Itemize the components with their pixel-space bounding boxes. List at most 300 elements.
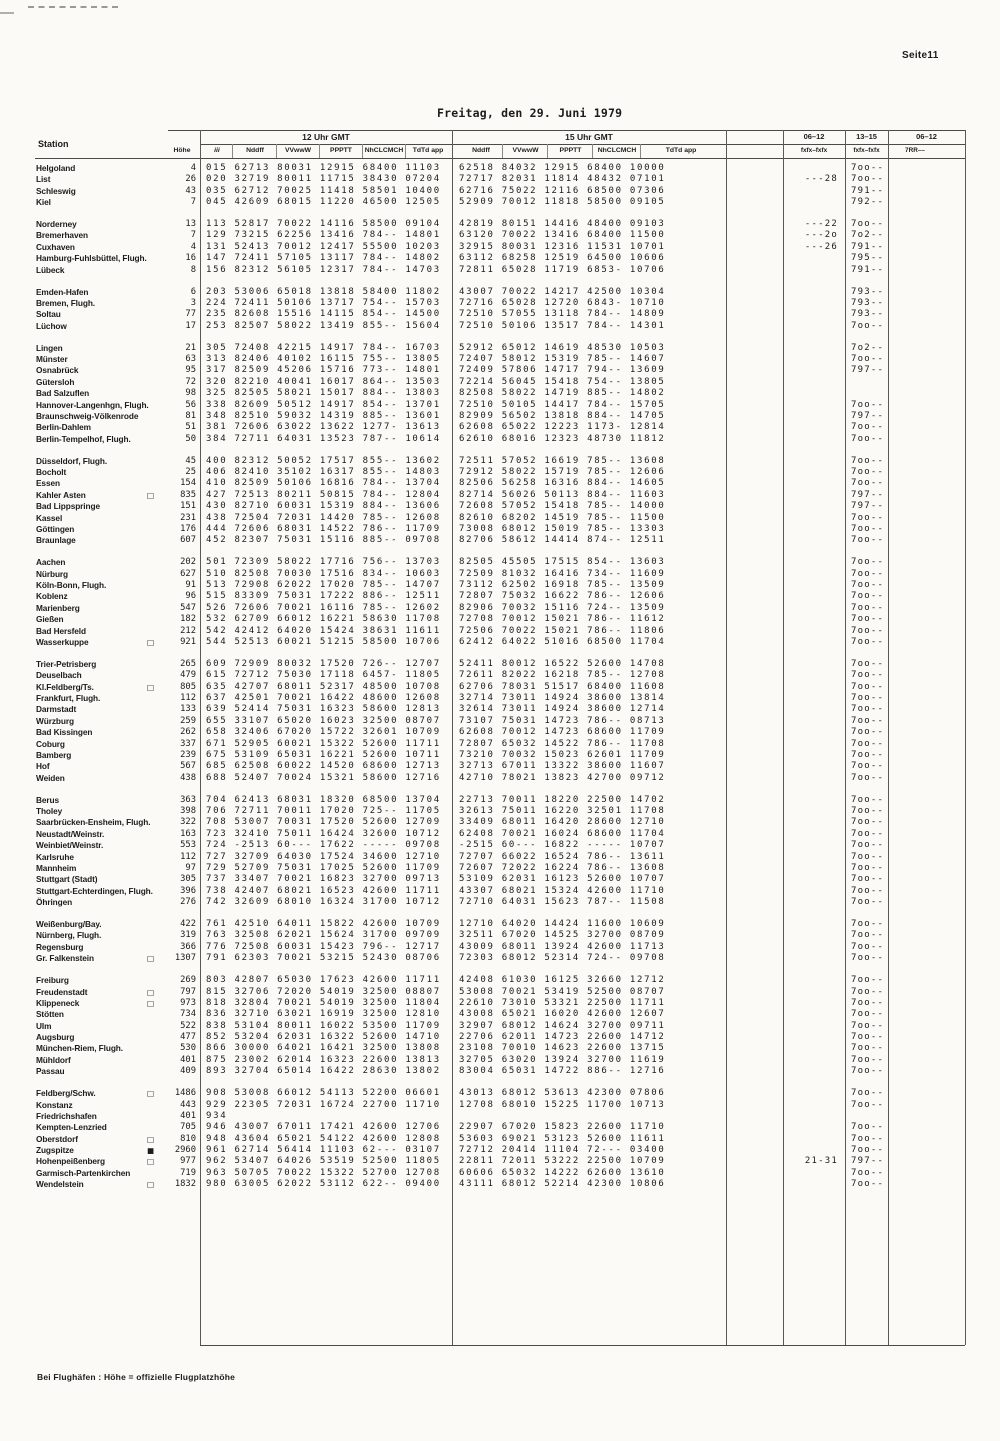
hoehe-value: 151 <box>180 501 196 512</box>
obs-12gmt: 946 43007 67011 17421 42600 12706 <box>206 1122 441 1133</box>
station-name: Weinbiet/Weinstr. <box>36 840 104 851</box>
obs-12gmt: 410 82509 50106 16816 784-- 13704 <box>206 478 441 489</box>
hoehe-value: 112 <box>180 693 196 704</box>
precip-value: 7oo-- <box>851 941 885 952</box>
precip-value: 7oo-- <box>851 761 885 772</box>
precip-value: 7oo-- <box>851 478 885 489</box>
hoehe-value: 2960 <box>174 1145 196 1156</box>
precip-value: 7oo-- <box>851 851 885 862</box>
subcol-header-tdtd-15: TdTd app <box>665 146 697 154</box>
col-header-0612-a: 06–12 <box>803 132 825 141</box>
obs-12gmt: 501 72309 58022 17716 756-- 13703 <box>206 557 441 568</box>
obs-15gmt: 82610 68202 14519 785-- 11500 <box>459 512 666 523</box>
obs-12gmt: 708 53007 70031 17520 52600 12709 <box>206 817 441 828</box>
precip-value: 7oo-- <box>851 975 885 986</box>
precip-value: 7oo-- <box>851 399 885 410</box>
obs-15gmt: 22610 73010 53321 22500 11711 <box>459 997 666 1008</box>
obs-12gmt: 818 32804 70021 54019 32500 11804 <box>206 997 441 1008</box>
precip-value: 7oo-- <box>851 986 885 997</box>
obs-12gmt: 317 82509 45206 15716 773-- 14801 <box>206 365 441 376</box>
precip-value: 792-- <box>851 197 885 208</box>
table-row <box>0 1100 1000 1111</box>
obs-15gmt: 53603 69021 53123 52600 11611 <box>459 1133 666 1144</box>
obs-12gmt: 908 53008 66012 54113 52200 06601 <box>206 1088 441 1099</box>
obs-12gmt: 635 42707 68011 52317 48500 10708 <box>206 681 441 692</box>
precip-value: 7oo-- <box>851 772 885 783</box>
obs-15gmt: 43013 68012 53613 42300 07806 <box>459 1088 666 1099</box>
table-row <box>0 682 1000 693</box>
table-row <box>0 817 1000 828</box>
station-name: Marienberg <box>36 602 80 613</box>
obs-15gmt: 23108 70010 14623 22600 13715 <box>459 1043 666 1054</box>
precip-value: 7o2-- <box>851 342 885 353</box>
col-header-iii: iii <box>214 146 220 154</box>
station-name: Mühldorf <box>36 1054 71 1065</box>
table-row <box>0 614 1000 625</box>
obs-15gmt: 62412 64022 51016 68500 11704 <box>459 636 666 647</box>
precip-value: 7oo-- <box>851 1099 885 1110</box>
precip-value: 7oo-- <box>851 1032 885 1043</box>
table-row <box>0 253 1000 264</box>
precip-value: 7oo-- <box>851 433 885 444</box>
station-group <box>0 163 1000 209</box>
station-name: Norderney <box>36 219 77 230</box>
hoehe-value: 81 <box>185 410 196 421</box>
station-name: Konstanz <box>36 1099 73 1110</box>
obs-15gmt: -2515 60--- 16822 ----- 10707 <box>459 840 666 851</box>
table-row <box>0 761 1000 772</box>
station-name: Kiel <box>36 197 51 208</box>
obs-12gmt: 615 72712 75030 17118 6457- 11805 <box>206 670 441 681</box>
obs-12gmt: 444 72606 68031 14522 786-- 11709 <box>206 523 441 534</box>
precip-value: 7oo-- <box>851 885 885 896</box>
station-group <box>0 287 1000 333</box>
hoehe-value: 21 <box>185 342 196 353</box>
station-marker-icon: □ <box>147 1089 155 1099</box>
station-name: Würzburg <box>36 715 74 726</box>
obs-12gmt: 526 72606 70021 16116 785-- 12602 <box>206 602 441 613</box>
precip-value: 7oo-- <box>851 163 885 173</box>
obs-12gmt: 384 72711 64031 13523 787-- 10614 <box>206 433 441 444</box>
station-name: Bocholt <box>36 466 67 477</box>
table-row <box>0 886 1000 897</box>
obs-15gmt: 43007 70022 14217 42500 10304 <box>459 286 666 297</box>
obs-15gmt: 22811 72011 53222 22500 10709 <box>459 1156 666 1167</box>
hoehe-value: 269 <box>180 975 196 986</box>
table-row <box>0 513 1000 524</box>
station-group <box>0 975 1000 1078</box>
hoehe-value: 63 <box>185 353 196 364</box>
obs-12gmt: 305 72408 42215 14917 784-- 16703 <box>206 342 441 353</box>
obs-15gmt: 52909 70012 11818 58500 09105 <box>459 197 666 208</box>
hoehe-value: 401 <box>180 1110 196 1121</box>
obs-12gmt: 510 82508 70030 17516 834-- 10603 <box>206 568 441 579</box>
subcol-header-fxfx-a: fxfx–fxfx <box>800 146 828 154</box>
precip-value: 7oo-- <box>851 749 885 760</box>
table-row <box>0 377 1000 388</box>
page-title: Freitag, den 29. Juni 1979 <box>437 106 623 120</box>
station-name: Hamburg-Fuhlsbüttel, Flugh. <box>36 253 147 264</box>
precip-value: 7oo-- <box>851 636 885 647</box>
obs-12gmt: 866 30000 64021 16421 32500 13808 <box>206 1043 441 1054</box>
hoehe-value: 4 <box>190 163 196 173</box>
obs-12gmt: 381 72606 63022 13622 1277- 13613 <box>206 422 441 433</box>
obs-12gmt: 893 32704 65014 16422 28630 13802 <box>206 1066 441 1077</box>
hoehe-value: 262 <box>180 727 196 738</box>
hoehe-value: 1307 <box>174 953 196 964</box>
hoehe-value: 438 <box>180 772 196 783</box>
obs-15gmt: 72510 50105 14417 784-- 15705 <box>459 399 666 410</box>
obs-15gmt: 82906 70032 15116 724-- 13509 <box>459 602 666 613</box>
hoehe-value: 422 <box>180 919 196 930</box>
obs-15gmt: 12708 68010 15225 11700 10713 <box>459 1099 666 1110</box>
station-name: Münster <box>36 353 68 364</box>
station-name: Karlsruhe <box>36 851 74 862</box>
hoehe-value: 8 <box>190 264 196 275</box>
station-name: Darmstadt <box>36 704 77 715</box>
table-row <box>0 942 1000 953</box>
table-rule-horizontal <box>35 158 965 159</box>
hoehe-value: 112 <box>180 851 196 862</box>
obs-12gmt: 320 82210 40041 16017 864-- 13503 <box>206 376 441 387</box>
hoehe-value: 337 <box>180 738 196 749</box>
station-name: Feldberg/Schw. <box>36 1088 96 1099</box>
station-name: Öhringen <box>36 897 73 908</box>
hoehe-value: 1486 <box>174 1088 196 1099</box>
obs-12gmt: 655 33107 65020 16023 32500 08707 <box>206 715 441 726</box>
station-name: Soltau <box>36 309 61 320</box>
precip-value: 7oo-- <box>851 1088 885 1099</box>
table-rule-horizontal <box>200 144 965 145</box>
station-name: Lingen <box>36 342 63 353</box>
hoehe-value: 91 <box>185 580 196 590</box>
obs-15gmt: 72807 65032 14522 786-- 11708 <box>459 738 666 749</box>
precip-value: 791-- <box>851 185 885 196</box>
obs-15gmt: 72716 65028 12720 6843- 10710 <box>459 297 666 308</box>
table-row <box>0 919 1000 930</box>
obs-15gmt: 73210 70032 15023 62601 11709 <box>459 749 666 760</box>
wind-extreme-value: ---2o <box>804 230 838 241</box>
station-name: Freiburg <box>36 975 69 986</box>
precip-value: 7o2-- <box>851 230 885 241</box>
obs-12gmt: 532 62709 66012 16221 58630 11708 <box>206 614 441 625</box>
obs-12gmt: 515 83309 75031 17222 886-- 12511 <box>206 591 441 602</box>
table-row <box>0 773 1000 784</box>
obs-12gmt: 637 42501 70021 16422 48600 12608 <box>206 693 441 704</box>
precip-value: 793-- <box>851 286 885 297</box>
table-row <box>0 219 1000 230</box>
hoehe-value: 25 <box>185 466 196 477</box>
obs-15gmt: 72303 68012 52314 724-- 09708 <box>459 953 666 964</box>
table-row <box>0 1066 1000 1077</box>
precip-value: 7oo-- <box>851 1043 885 1054</box>
station-name: Osnabrück <box>36 365 79 376</box>
table-body <box>0 163 1000 1201</box>
hoehe-value: 43 <box>185 185 196 196</box>
precip-value: 797-- <box>851 410 885 421</box>
obs-15gmt: 32614 73011 14924 38600 12714 <box>459 704 666 715</box>
precip-value: 7oo-- <box>851 828 885 839</box>
obs-15gmt: 73107 75031 14723 786-- 08713 <box>459 715 666 726</box>
table-row <box>0 535 1000 546</box>
station-name: Lüchow <box>36 320 67 331</box>
table-row <box>0 953 1000 964</box>
obs-12gmt: 852 53204 62031 16322 52600 14710 <box>206 1032 441 1043</box>
hoehe-value: 154 <box>180 478 196 489</box>
col-header-0612-b: 06–12 <box>916 132 937 141</box>
precip-value: 7oo-- <box>851 512 885 523</box>
hoehe-value: 133 <box>180 704 196 715</box>
obs-15gmt: 72710 64031 15623 787-- 11508 <box>459 897 666 908</box>
station-name: Kassel <box>36 512 63 523</box>
obs-15gmt: 72214 56045 15418 754-- 13805 <box>459 376 666 387</box>
precip-value: 7oo-- <box>851 930 885 941</box>
hoehe-value: 56 <box>185 399 196 410</box>
col-header-12gmt: 12 Uhr GMT <box>302 132 350 142</box>
table-row <box>0 388 1000 399</box>
precip-value: 7oo-- <box>851 1133 885 1144</box>
hoehe-value: 231 <box>180 512 196 523</box>
obs-12gmt: 742 32609 68010 16324 31700 10712 <box>206 897 441 908</box>
obs-15gmt: 72510 50106 13517 784-- 14301 <box>459 320 666 331</box>
table-row <box>0 422 1000 433</box>
hoehe-value: 45 <box>185 455 196 466</box>
table-row <box>0 1134 1000 1145</box>
station-name: Tholey <box>36 806 63 817</box>
table-row <box>0 739 1000 750</box>
station-name: Hof <box>36 761 50 772</box>
precip-value: 7oo-- <box>851 794 885 805</box>
subcol-header-ppptt-15: PPPTT <box>559 146 582 154</box>
station-name: Friedrichshafen <box>36 1110 97 1121</box>
hoehe-value: 202 <box>180 557 196 568</box>
obs-15gmt: 32705 63020 13924 32700 11619 <box>459 1054 666 1065</box>
hoehe-value: 479 <box>180 670 196 681</box>
obs-15gmt: 72509 81032 16416 734-- 11609 <box>459 568 666 579</box>
obs-15gmt: 72807 75032 16622 786-- 12606 <box>459 591 666 602</box>
station-name: Bad Salzuflen <box>36 388 90 399</box>
station-name: Bad Lippspringe <box>36 501 100 512</box>
obs-12gmt: 113 52817 70022 14116 58500 09104 <box>206 219 441 230</box>
station-marker-icon: □ <box>147 1157 155 1167</box>
table-row <box>0 795 1000 806</box>
station-name: Saarbrücken-Ensheim, Flugh. <box>36 817 151 828</box>
precip-value: 7oo-- <box>851 874 885 885</box>
table-row <box>0 693 1000 704</box>
hoehe-value: 396 <box>180 885 196 896</box>
hoehe-value: 176 <box>180 523 196 534</box>
precip-value: 795-- <box>851 253 885 264</box>
obs-15gmt: 72511 57052 16619 785-- 13608 <box>459 455 666 466</box>
obs-12gmt: 791 62303 70021 53215 52430 08706 <box>206 953 441 964</box>
obs-15gmt: 52912 65012 14619 48530 10503 <box>459 342 666 353</box>
table-row <box>0 321 1000 332</box>
subcol-header-fxfx-b: fxfx–fxfx <box>853 146 880 154</box>
obs-12gmt: 348 82510 59032 14319 885-- 13601 <box>206 410 441 421</box>
obs-15gmt: 22713 70011 18220 22500 14702 <box>459 794 666 805</box>
col-header-15gmt: 15 Uhr GMT <box>565 132 613 142</box>
hoehe-value: 163 <box>180 828 196 839</box>
obs-12gmt: 224 72411 50106 13717 754-- 15703 <box>206 297 441 308</box>
station-name: Coburg <box>36 738 65 749</box>
station-marker-icon: □ <box>147 987 155 997</box>
table-row <box>0 242 1000 253</box>
precip-value: 7oo-- <box>851 614 885 625</box>
hoehe-value: 97 <box>185 862 196 873</box>
station-name: Lübeck <box>36 264 65 275</box>
table-row <box>0 863 1000 874</box>
station-name: Düsseldorf, Flugh. <box>36 455 108 466</box>
station-marker-icon: □ <box>147 954 155 964</box>
table-row <box>0 727 1000 738</box>
station-name: Hannover-Langenhgn, Flugh. <box>36 399 149 410</box>
hoehe-value: 7 <box>190 197 196 208</box>
hoehe-value: 363 <box>180 794 196 805</box>
station-name: Bad Kissingen <box>36 727 93 738</box>
precip-value: 793-- <box>851 309 885 320</box>
station-name: Aachen <box>36 557 66 568</box>
obs-15gmt: 43111 68012 52214 42300 10806 <box>459 1179 666 1190</box>
station-name: Berlin-Dahlem <box>36 422 91 433</box>
table-row <box>0 659 1000 670</box>
precip-value: 7oo-- <box>851 523 885 534</box>
obs-12gmt: 704 62413 68031 18320 68500 13704 <box>206 794 441 805</box>
obs-12gmt: 934 <box>206 1110 228 1121</box>
subcol-header-clouds-12: NhCLCMCH <box>364 146 404 154</box>
table-row <box>0 163 1000 174</box>
station-group <box>0 795 1000 909</box>
obs-15gmt: 82714 56026 50113 884-- 11603 <box>459 489 666 500</box>
table-row <box>0 716 1000 727</box>
table-row <box>0 580 1000 591</box>
obs-15gmt: 82508 58022 14719 885-- 14802 <box>459 388 666 399</box>
obs-12gmt: 400 82312 50052 17517 855-- 13602 <box>206 455 441 466</box>
obs-12gmt: 045 42609 68015 11220 46500 12505 <box>206 197 441 208</box>
precip-value: 7oo-- <box>851 997 885 1008</box>
obs-15gmt: 32907 68012 14624 32700 09711 <box>459 1020 666 1031</box>
obs-12gmt: 685 62508 60022 14520 68600 12713 <box>206 761 441 772</box>
obs-15gmt: 83004 65031 14722 886-- 12716 <box>459 1066 666 1077</box>
obs-15gmt: 82909 56502 13818 884-- 14705 <box>459 410 666 421</box>
station-group <box>0 919 1000 965</box>
table-row <box>0 1111 1000 1122</box>
table-row <box>0 626 1000 637</box>
obs-12gmt: 838 53104 80011 16022 53500 11709 <box>206 1020 441 1031</box>
station-marker-icon: □ <box>147 1134 155 1144</box>
hoehe-value: 553 <box>180 840 196 851</box>
station-group <box>0 343 1000 446</box>
hoehe-value: 212 <box>180 625 196 636</box>
table-row <box>0 1168 1000 1179</box>
obs-12gmt: 815 32706 72020 54019 32500 08807 <box>206 986 441 997</box>
subcol-header-vvwww-12: VVwwW <box>284 146 312 154</box>
precip-value: 7oo-- <box>851 919 885 930</box>
hoehe-value: 627 <box>180 568 196 579</box>
table-row <box>0 1088 1000 1099</box>
obs-15gmt: 72717 82031 11814 48432 07101 <box>459 174 666 185</box>
station-name: Hohenpeißenberg <box>36 1156 106 1167</box>
obs-12gmt: 235 82608 15516 14115 854-- 14500 <box>206 309 441 320</box>
table-row <box>0 975 1000 986</box>
obs-15gmt: 43009 68011 13924 42600 11713 <box>459 941 666 952</box>
table-row <box>0 591 1000 602</box>
obs-12gmt: 542 42412 64020 15424 38631 11611 <box>206 625 441 636</box>
hoehe-value: 98 <box>185 388 196 399</box>
table-row <box>0 874 1000 885</box>
hoehe-value: 51 <box>185 422 196 433</box>
obs-12gmt: 948 43604 65021 54122 42600 12808 <box>206 1133 441 1144</box>
obs-12gmt: 803 42807 65030 17623 42600 11711 <box>206 975 441 986</box>
precip-value: 7oo-- <box>851 670 885 681</box>
hoehe-value: 366 <box>180 941 196 952</box>
station-group <box>0 659 1000 784</box>
table-row <box>0 603 1000 614</box>
obs-12gmt: 729 52709 75031 17025 52600 11709 <box>206 862 441 873</box>
table-row <box>0 1145 1000 1156</box>
hoehe-value: 305 <box>180 874 196 885</box>
obs-12gmt: 723 32410 75011 16424 32600 10712 <box>206 828 441 839</box>
table-rule-vertical <box>592 144 593 158</box>
obs-15gmt: 63120 70022 13416 68400 11500 <box>459 230 666 241</box>
table-row <box>0 230 1000 241</box>
station-name: Kahler Asten <box>36 489 86 500</box>
precip-value: 793-- <box>851 297 885 308</box>
table-row <box>0 1055 1000 1066</box>
station-name: Bremen, Flugh. <box>36 297 95 308</box>
hoehe-value: 3 <box>190 297 196 308</box>
table-row <box>0 1156 1000 1167</box>
subcol-header-nddff-12: Nddff <box>246 146 264 154</box>
station-name: Nürburg <box>36 568 69 579</box>
scan-artifact-dash <box>28 6 118 8</box>
hoehe-value: 265 <box>180 658 196 669</box>
station-name: Kempten-Lenzried <box>36 1122 107 1133</box>
hoehe-value: 734 <box>180 1009 196 1020</box>
subcol-header-ppptt-12: PPPTT <box>330 146 352 154</box>
table-row <box>0 1009 1000 1020</box>
table-row <box>0 309 1000 320</box>
obs-12gmt: 776 72508 60031 15423 796-- 12717 <box>206 941 441 952</box>
obs-12gmt: 980 63005 62022 53112 622-- 09400 <box>206 1179 441 1190</box>
table-row <box>0 897 1000 908</box>
hoehe-value: 6 <box>190 286 196 297</box>
hoehe-value: 443 <box>180 1099 196 1110</box>
obs-12gmt: 129 73215 62256 13416 784-- 14801 <box>206 230 441 241</box>
obs-15gmt: 63112 68258 12519 64500 10606 <box>459 253 666 264</box>
precip-value: 7oo-- <box>851 1122 885 1133</box>
obs-15gmt: 32511 67020 14525 32700 08709 <box>459 930 666 941</box>
obs-12gmt: 875 23002 62014 16323 22600 13813 <box>206 1054 441 1065</box>
col-header-hoehe: Höhe <box>173 146 191 154</box>
obs-15gmt: 72506 70022 15021 786-- 11806 <box>459 625 666 636</box>
table-row <box>0 298 1000 309</box>
precip-value: 7oo-- <box>851 1020 885 1031</box>
subcol-header-clouds-15: NhCLCMCH <box>597 146 637 154</box>
precip-value: 7oo-- <box>851 738 885 749</box>
hoehe-value: 921 <box>180 636 196 647</box>
station-name: Helgoland <box>36 163 76 173</box>
hoehe-value: 50 <box>185 433 196 444</box>
table-row <box>0 265 1000 276</box>
obs-12gmt: 325 82505 58021 15017 884-- 13803 <box>206 388 441 399</box>
hoehe-value: 530 <box>180 1043 196 1054</box>
station-name: Freudenstadt <box>36 986 88 997</box>
station-name: List <box>36 174 51 185</box>
obs-12gmt: 724 -2513 60--- 17622 ----- 09708 <box>206 840 441 851</box>
station-name: Göttingen <box>36 523 75 534</box>
obs-15gmt: 22907 67020 15823 22600 11710 <box>459 1122 666 1133</box>
table-row <box>0 197 1000 208</box>
